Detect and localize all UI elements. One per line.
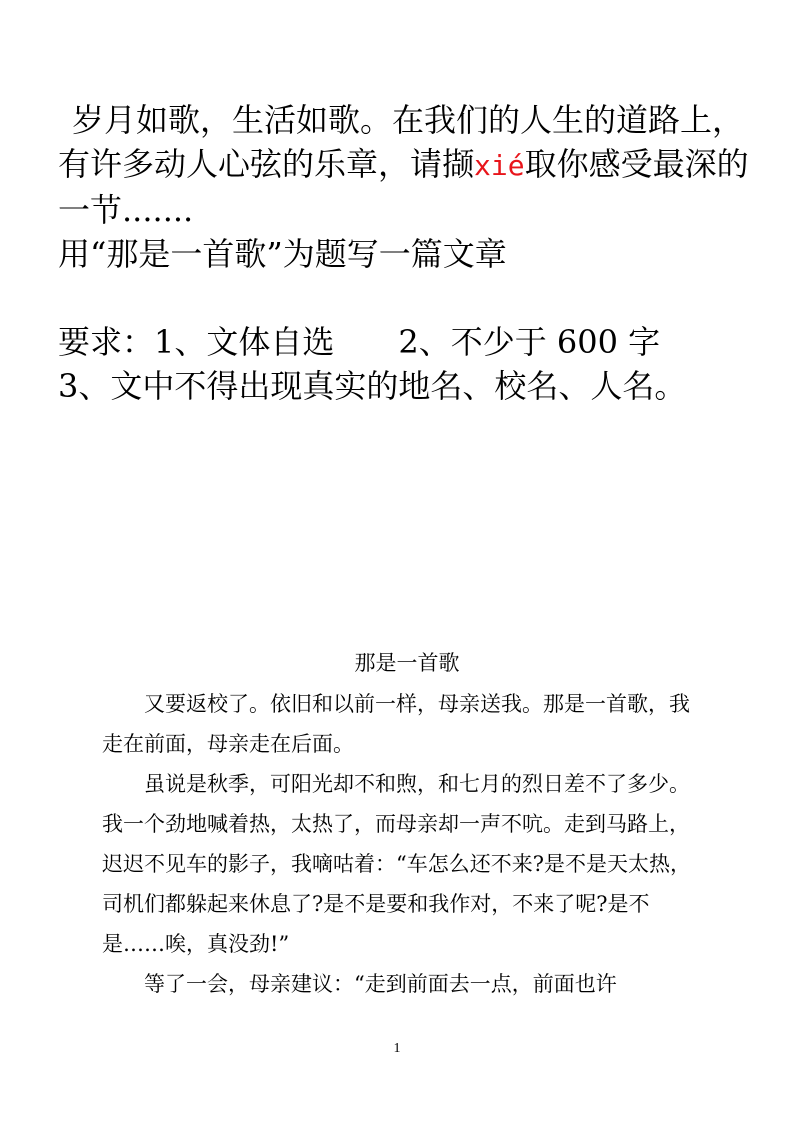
prompt-intro-end: 取你感受最深的一节.......	[58, 145, 749, 229]
prompt-requirements: 要求：1、文体自选 2、不少于 600 字 3、文中不得出现真实的地名、校名、人名。	[58, 323, 725, 405]
prompt-instruction: 用“那是一首歌”为题写一篇文章	[58, 235, 507, 273]
prompt-intro-start: 岁月如歌，生活如歌。在我们的人生的道路上，有许多动人心弦的乐章，请撷	[58, 101, 745, 183]
essay-paragraph-1: 又要返校了。依旧和以前一样，母亲送我。那是一首歌，我走在前面，母亲走在后面。	[102, 692, 690, 756]
pinyin-annotation: xié	[474, 149, 525, 182]
essay-title: 那是一首歌	[354, 651, 460, 675]
essay-paragraph-3: 等了一会，母亲建议：“走到前面去一点，前面也许	[144, 972, 617, 996]
writing-prompt	[58, 98, 758, 408]
spacer	[58, 276, 758, 320]
essay-paragraph-2: 虽说是秋季，可阳光却不和煦，和七月的烈日差不了多少。我一个劲地喊着热，太热了，而母亲却一声不吭。走到马路上，迟迟不见车的影子，我嘀咕着：“车怎么还不来?是不是天太热，司机们都躲起来休息了?是不是要和我作对，不来了呢?是不是……唉，真没劲!”	[102, 772, 691, 956]
page-number: 1	[393, 1041, 401, 1056]
sample-essay	[102, 648, 702, 1004]
prompt-intro	[58, 98, 758, 232]
